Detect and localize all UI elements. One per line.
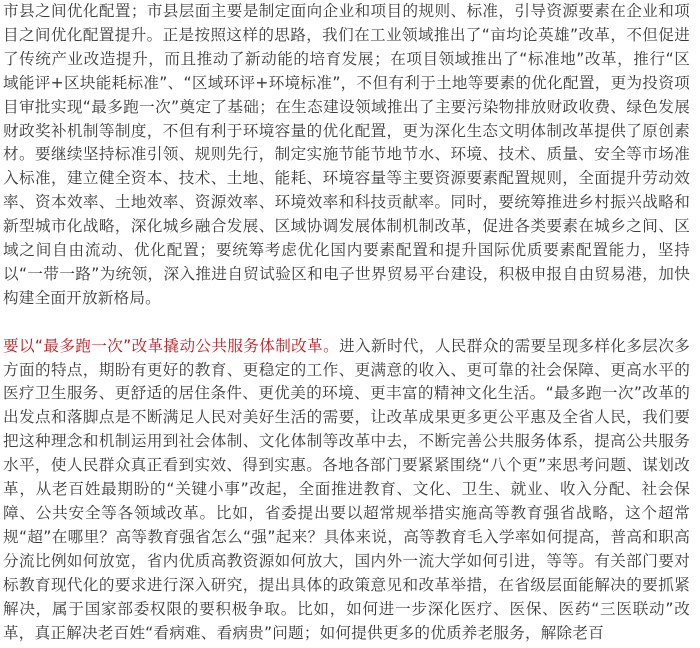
paragraph-public-service-reform <box>3 335 690 646</box>
section-lead-sentence: 要以“最多跑一次”改革撬动公共服务体制改革。 <box>3 336 340 355</box>
paragraph-body-text: 进入新时代，人民群众的需要呈现多样化多层次多方面的特点，期盼有更好的教育、更稳定的工作、更满意的收入、更可靠的社会保障、更高水平的医疗卫生服务、更舒适的居住条件、更优美的环境、更丰富的精神文化生活。“最多跑一次”改革的出发点和落脚点是不断满足人民对美好生活的需要，让改革成果更多更公平惠及全省人民，我们要把这种理念和机制运用到社会体制、文化体制等改革中去，不断完善公共服务体系，提高公共服务水平，使人民群众真正看到实效、得到实惠。各地各部门要紧紧围绕“八个更”来思考问题、谋划改革，从老百姓最期盼的“关键小事”改起，全面推进教育、文化、卫生、就业、收入分配、社会保障、公共安全等各领域改革。比如，省委提出要以超常规举措实施高等教育强省战略，这个超常规“超”在哪里？高等教育强省怎么“强”起来？具体来说，高等教育毛入学率如何提高，普高和职高分流比例如何放宽，省内优质高教资源如何放大，国内外一流大学如何引进，等等。有关部门要对标教育现代化的要求进行深入研究，提出具体的政策意见和改革举措，在省级层面能解决的要抓紧解决，属于国家部委权限的要积极争取。比如，如何进一步深化医疗、医保、医药“三医联动”改革，真正解决老百姓“看病难、看病贵”问题；如何提供更多的优质养老服务，解除老百 <box>3 336 690 642</box>
paragraph-resource-allocation: 市县之间优化配置；市县层面主要是制定面向企业和项目的规则、标准，引导资源要素在企业和项目之间优化配置提升。正是按照这样的思路，我们在工业领域推出了“亩均论英雄”改革，不但促进了传统产业改造提升，而且推动了新动能的培育发展；在项目领域推出了“标准地”改革，推行“区域能评+区块能耗标准”、“区域环评+环境标准”，不但有利于土地等要素的优化配置，更为投资项目审批实现“最多跑一次”奠定了基础；在生态建设领域推出了主要污染物排放财政收费、绿色发展财政奖补机制等制度，不但有利于环境容量的优化配置，更为深化生态文明体制改革提供了原创素材。要继续坚持标准引领、规则先行，制定实施节能节地节水、环境、技术、质量、安全等市场准入标准，建立健全资本、技术、土地、能耗、环境容量等主要资源要素配置规则，全面提升劳动效率、资本效率、土地效率、资源效率、环境效率和科技贡献率。同时，要统筹推进乡村振兴战略和新型城市化战略，深化城乡融合发展、区域协调发展体制机制改革，促进各类要素在城乡之间、区域之间自由流动、优化配置；要统筹考虑优化国内要素配置和提升国际优质要素配置能力，坚持以“一带一路”为统领，深入推进自贸试验区和电子世界贸易平台建设，积极申报自由贸易港，加快构建全面开放新格局。 <box>3 2 690 307</box>
